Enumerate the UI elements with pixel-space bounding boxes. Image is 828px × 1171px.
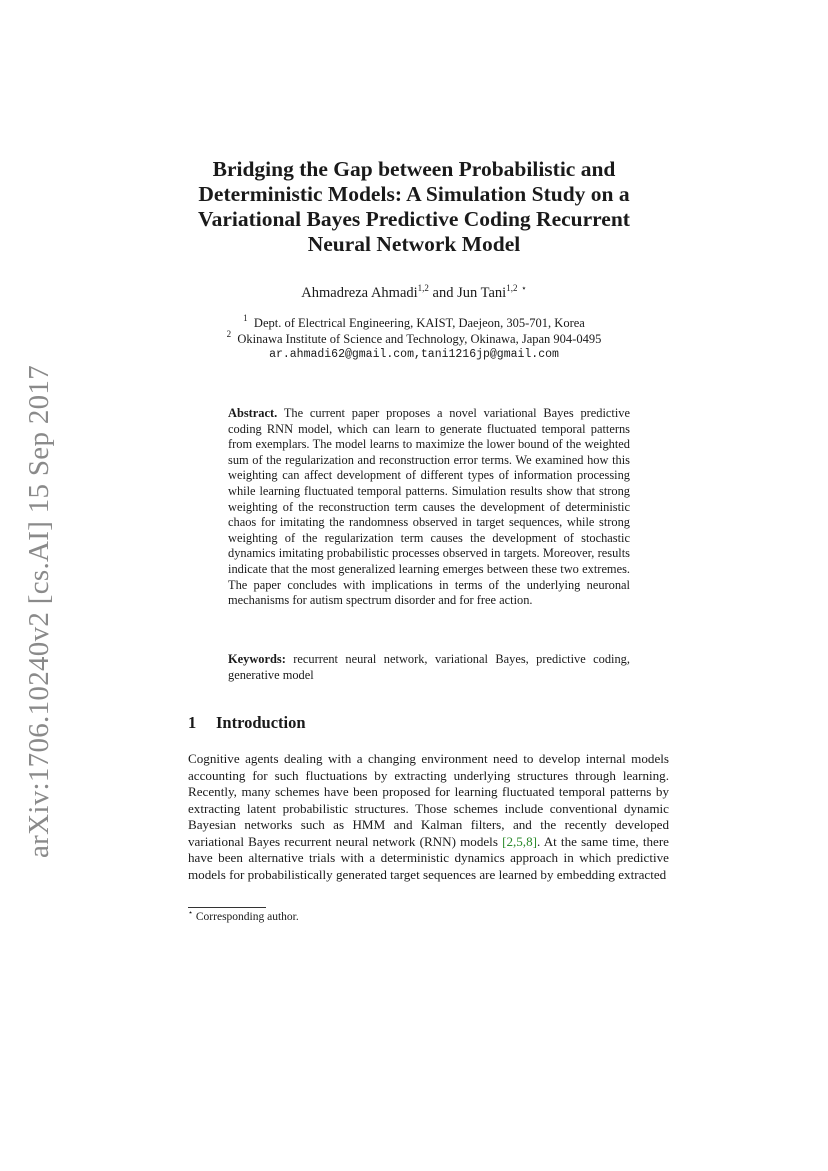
author-affiliation-marker: 1,2	[506, 283, 518, 293]
abstract-label: Abstract.	[228, 406, 278, 420]
author-conjunction: and	[432, 285, 454, 301]
section-heading-introduction	[188, 713, 306, 733]
citation-link[interactable]: [2,5,8]	[502, 833, 537, 849]
keywords	[228, 652, 630, 683]
title-line: Variational Bayes Predictive Coding Recurrent	[198, 207, 630, 231]
title-line: Neural Network Model	[307, 232, 521, 256]
author-affiliation-marker: 1,2	[417, 283, 429, 293]
intro-text: Cognitive agents dealing with a changing environment need to develop internal models accounting for such fluctuations by extracting underlying structures through learning. Recently, many schemes have been proposed for learning fluctuated temporal patterns by extracting latent probabilistic structures. Those schemes include conventional dynamic Bayesian networks such as HMM and Kalman filters, and the recently developed variational Bayes recurrent neural network (RNN) models	[188, 751, 669, 849]
affiliation-text: Dept. of Electrical Engineering, KAIST, Daejeon, 305-701, Korea	[253, 316, 585, 330]
affiliation-line	[150, 328, 678, 348]
author-list	[150, 285, 678, 302]
footnote-text: Corresponding author.	[195, 911, 299, 923]
author-name: Jun Tani	[457, 285, 507, 301]
paper-title	[150, 157, 678, 257]
affiliation-marker: 1	[243, 313, 248, 323]
footnote-divider	[188, 907, 266, 908]
corresponding-author-marker: ⋆	[521, 283, 527, 293]
section-title: Introduction	[216, 713, 306, 732]
affiliation-text: Okinawa Institute of Science and Technology, Okinawa, Japan 904-0495	[237, 331, 602, 346]
abstract	[228, 406, 630, 609]
section-number: 1	[188, 713, 197, 732]
abstract-text: The current paper proposes a novel variational Bayes predictive coding RNN model, which can learn to generate fluctuated temporal patterns from exemplars. The model learns to maximize the lower bound of the weighted sum of the regularization and reconstruction error terms. We examined how this weighting can affect development of different types of information processing while learning fluctuated temporal patterns. Simulation results show that strong weighting of the reconstruction term causes the development of deterministic chaos for imitating the randomness observed in target sequences, while strong weighting of the regularization term causes the development of stochastic dynamics imitating probabilistic processes observed in targets. Moreover, results indicate that the most generalized learning emerges between these two extremes. The paper concludes with implications in terms of the underlying neuronal mechanisms for autism spectrum disorder and for free action.	[228, 406, 631, 608]
introduction-paragraph	[188, 751, 669, 883]
keywords-label: Keywords:	[228, 652, 286, 666]
affiliation-marker: 2	[226, 328, 232, 339]
arxiv-identifier: arXiv:1706.10240v2 [cs.AI] 15 Sep 2017	[23, 364, 56, 858]
arxiv-sidebar-stamp	[18, 364, 62, 858]
author-name: Ahmadreza Ahmadi	[301, 285, 418, 301]
intro-text: . At the same time, there have been alternative trials with a deterministic dynamics approach in which predictive models for probabilistically generated target sequences are learned by embedding extracted	[188, 833, 669, 882]
footnote-marker: ⋆	[188, 908, 194, 917]
affiliations	[150, 313, 678, 363]
author-emails: ar.ahmadi62@gmail.com,tani1216jp@gmail.com	[269, 348, 559, 361]
keywords-text: recurrent neural network, variational Bayes, predictive coding, generative model	[228, 652, 630, 682]
title-line: Deterministic Models: A Simulation Study on a	[198, 182, 630, 206]
title-line: Bridging the Gap between Probabilistic and	[212, 157, 616, 181]
footnote	[188, 908, 299, 923]
